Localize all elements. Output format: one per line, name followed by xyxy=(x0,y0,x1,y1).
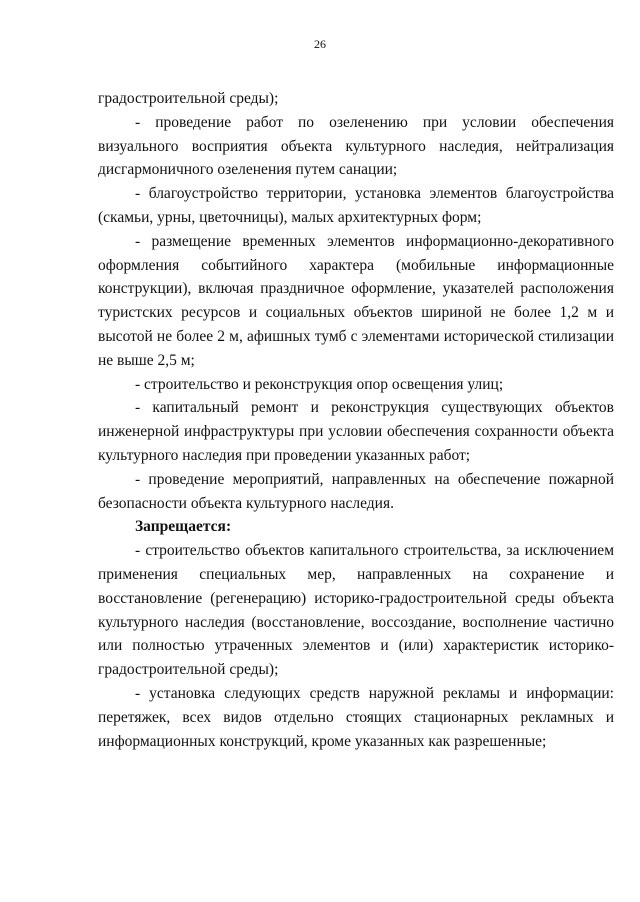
page-number: 26 xyxy=(314,37,326,51)
paragraph-infrastructure: - капитальный ремонт и реконструкция существующих объектов инженерной инфраструктуры при условии обеспечения сохранности объекта культурного наследия при проведении указанных работ; xyxy=(98,399,614,464)
paragraph-temporary-elements-line-1: - размещение временных элементов информационно-декоративного xyxy=(135,232,614,250)
section-heading-prohibited: Запрещается: xyxy=(135,518,232,536)
paragraph-prohibited-construction: - строительство объектов капитального строительства, за исключением применения специальных мер, направленных на сохранение и восстановление (регенерацию) историко-градостроительной среды объекта культурного наследия (восстановление, воссоздание, восполнение частично или полностью утраченных элементов и (или) характеристик историко-градостроительной среды); xyxy=(98,542,614,679)
paragraph-temporary-elements-rest: конструкции), включая праздничное оформление, указателей расположения туристских ресурсов и социальных объектов шириной не более 1,2 м и высотой не более 2 м, афишных тумб с элементами исторической стилизации не выше 2,5 м; xyxy=(98,280,614,369)
paragraph-landscaping: - проведение работ по озеленению при условии обеспечения визуального восприятия объекта культурного наследия, нейтрализация дисгармоничного озеленения путем санации; xyxy=(98,113,614,179)
paragraph-fire-safety: - проведение мероприятий, направленных на обеспечение пожарной безопасности объекта культурного наследия. xyxy=(98,470,614,512)
document-body xyxy=(98,87,614,753)
paragraph-temporary-elements-line-2: оформления событийного характера (мобильные информационные xyxy=(98,256,614,274)
paragraph-improvement: - благоустройство территории, установка элементов благоустройства (скамьи, урны, цветочницы), малых архитектурных форм; xyxy=(98,185,614,226)
paragraph-prohibited-advertising: - установка следующих средств наружной рекламы и информации: перетяжек, всех видов отдельно стоящих стационарных рекламных и информационных конструкций, кроме указанных как разрешенные; xyxy=(98,684,614,750)
paragraph-continuation: градостроительной среды); xyxy=(98,90,279,107)
paragraph-street-lighting: - строительство и реконструкция опор освещения улиц; xyxy=(135,375,504,393)
